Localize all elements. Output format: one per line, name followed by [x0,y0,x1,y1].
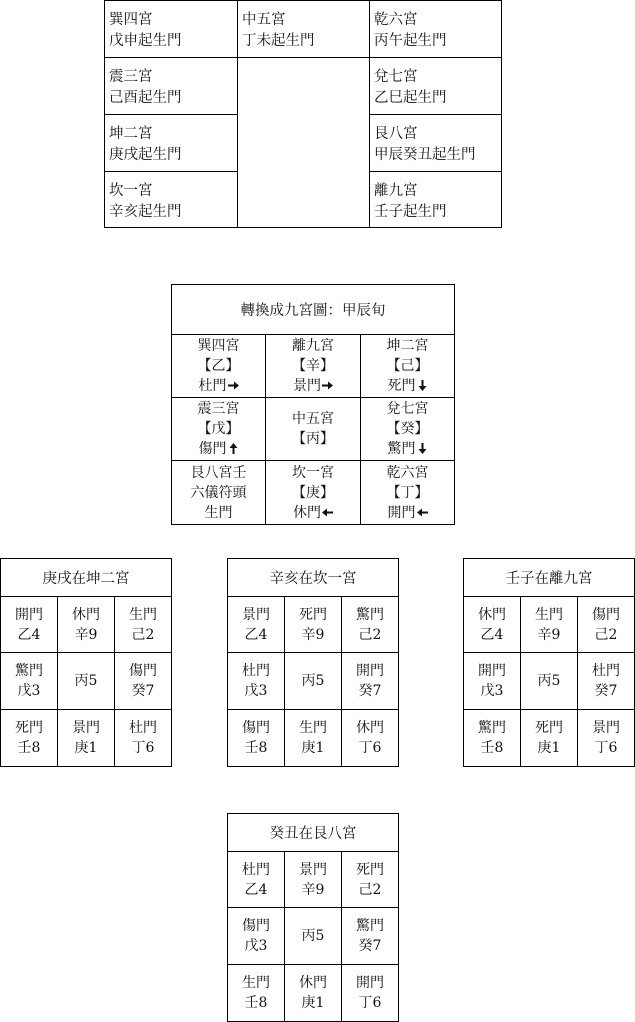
stem-label: 己2 [358,881,382,898]
door-line [388,439,428,459]
grid-title: 辛亥在坎一宮 [228,559,398,597]
grid-cell [285,597,342,653]
door-label: 開門 [356,662,384,679]
door-label: 生門 [242,974,270,991]
grid-cell [115,653,171,709]
stem-label: 【乙】 [197,358,240,374]
palace-name: 離九宮 [292,338,334,354]
door-label: 死門 [535,719,563,736]
door-label: 傷門 [242,917,270,934]
door-label: 休門 [299,974,327,991]
stem-label: 辛9 [74,626,98,643]
top-cell-zhong5 [238,1,370,58]
right-arrow-icon [228,380,239,391]
grid-cell [58,597,115,653]
stem-label: 庚1 [74,739,98,756]
top-cell-qian6 [369,1,501,58]
right-arrow-icon [322,380,333,391]
top-cell-dui7 [369,58,501,115]
conversion-cell [361,398,454,461]
stem-label: 辛9 [301,881,325,898]
door-label: 杜門 [592,662,620,679]
door-label: 驚門 [478,719,506,736]
door-label: 杜門 [242,861,270,878]
palace-text: 丁未起生門 [242,33,315,49]
palace-name: 震三宮 [109,69,153,85]
stem-label: 丙5 [537,672,561,689]
door-label: 休門 [478,606,506,623]
door-label: 生門 [535,606,563,623]
door-label: 傷門 [592,606,620,623]
stem-label: 【己】 [386,358,429,374]
door-label: 杜門 [242,662,270,679]
grid-cell [1,597,58,653]
top-cell-li9 [369,172,501,227]
palace-name: 巽四宮 [197,338,240,354]
grid-cell-center [285,908,342,964]
palace-name: 乾六宮 [386,464,429,481]
stem-label: 壬8 [480,739,504,756]
palace-name: 艮八宮壬 [190,464,247,481]
stem-label: 壬8 [17,739,41,756]
stem-label: 己2 [358,626,382,643]
stem-label: 丁6 [358,739,382,756]
door-label: 開門 [356,974,384,991]
grid-cell [342,653,398,709]
stem-label: 辛9 [301,626,325,643]
stem-label: 壬8 [244,739,268,756]
grid-cell [464,653,521,709]
palace-name: 坎一宮 [109,183,153,199]
door-label: 生門 [299,719,327,736]
palace-name: 兌七宮 [374,69,418,85]
stem-label: 辛9 [537,626,561,643]
door-label: 休門 [293,504,321,521]
grid-title: 庚戌在坤二宮 [1,559,171,597]
stem-label: 己2 [131,626,155,643]
door-label: 杜門 [198,378,227,394]
grid-title: 癸丑在艮八宮 [228,814,398,852]
door-label: 休門 [72,606,100,623]
door-label: 生門 [129,606,157,623]
up-arrow-icon [228,443,239,454]
grid-cell-center [521,653,578,709]
palace-name: 離九宮 [374,183,418,199]
stem-label: 丁6 [594,739,618,756]
stem-label: 【丙】 [292,431,334,447]
door-label: 景門 [242,606,270,623]
stem-label: 六儀符頭 [190,484,247,501]
grid-cell [228,597,285,653]
door-label: 驚門 [356,606,384,623]
palace-text: 丙午起生門 [374,33,447,49]
door-label: 開門 [478,662,506,679]
top-cell-gen8 [369,115,501,172]
stem-label: 乙4 [244,881,268,898]
down-arrow-icon [417,443,428,454]
grid-cell [464,597,521,653]
stem-label: 癸7 [594,682,618,699]
palace-name: 乾六宮 [374,12,418,28]
conversion-cell [172,335,266,398]
palace-name: 坎一宮 [292,464,334,481]
door-label: 傷門 [242,719,270,736]
grid-cell [521,710,578,766]
down-arrow-icon [417,380,428,391]
door-line [199,376,239,396]
door-label: 開門 [15,606,43,623]
palace-name: 中五宮 [292,411,334,427]
door-label: 景門 [592,719,620,736]
grid-cell [342,965,398,1021]
stem-label: 【辛】 [292,358,334,374]
stem-label: 戊3 [244,937,268,954]
top-cell-kun2 [105,115,238,172]
door-label: 傷門 [198,441,227,457]
door-label: 傷門 [129,662,157,679]
grid-cell [342,597,398,653]
grid-cell [285,852,342,908]
stem-label: 乙4 [17,626,41,643]
stem-label: 【丁】 [386,484,429,501]
palace-text: 乙巳起生門 [374,90,447,106]
conversion-cell-center [266,398,361,461]
door-label: 景門 [293,378,321,394]
grid-cell [228,908,285,964]
palace-name: 兌七宮 [386,401,429,417]
grid-cell [115,597,171,653]
palace-name: 巽四宮 [109,12,153,28]
door-label: 死門 [299,606,327,623]
door-line [293,503,333,523]
door-line [199,439,239,459]
stem-label: 乙4 [244,626,268,643]
grid-title: 壬子在離九宮 [464,559,634,597]
top-cell-kan1 [105,172,238,227]
top-cell-xun4 [105,1,238,58]
stem-label: 【庚】 [292,484,334,501]
conversion-grid [171,284,455,525]
grid-cell [464,710,521,766]
conversion-cell [361,461,454,524]
door-label: 開門 [387,504,416,521]
grid-cell [228,852,285,908]
grid-cell [578,710,634,766]
conversion-cell [266,461,361,524]
conversion-cell [266,335,361,398]
palace-name: 艮八宮 [374,126,418,142]
grid-cell [285,710,342,766]
palace-name: 中五宮 [242,12,286,28]
small-grid-xinhai [227,558,399,767]
grid-cell-center [58,653,115,709]
stem-label: 癸7 [358,682,382,699]
palace-text: 己酉起生門 [109,90,182,106]
door-label: 杜門 [129,719,157,736]
grid-cell [228,965,285,1021]
small-grid-guichou [227,813,399,1022]
door-label: 死門 [356,861,384,878]
grid-cell [1,653,58,709]
stem-label: 己2 [594,626,618,643]
stem-label: 癸7 [358,937,382,954]
stem-label: 丙5 [301,927,325,944]
stem-label: 丙5 [74,672,98,689]
top-palace-grid [104,0,502,228]
door-label: 死門 [387,378,416,394]
stem-label: 【癸】 [386,421,429,437]
palace-text: 辛亥起生門 [109,204,182,220]
stem-label: 戊3 [17,682,41,699]
grid-cell [342,852,398,908]
left-arrow-icon [417,507,428,518]
grid-cell [578,653,634,709]
grid-cell [521,597,578,653]
door-label: 景門 [299,861,327,878]
stem-label: 丁6 [131,739,155,756]
top-cell-zhen3 [105,58,238,115]
grid-cell [58,710,115,766]
palace-name: 坤二宮 [386,338,429,354]
palace-text: 庚戌起生門 [109,147,182,163]
stem-label: 丙5 [301,672,325,689]
stem-label: 壬8 [244,994,268,1011]
door-line [293,376,333,396]
left-arrow-icon [322,507,333,518]
palace-name: 震三宮 [197,401,240,417]
door-label: 驚門 [387,441,416,457]
stem-label: 庚1 [301,994,325,1011]
door-label: 驚門 [356,917,384,934]
stem-label: 癸7 [131,682,155,699]
stem-label: 戊3 [244,682,268,699]
grid-cell [285,965,342,1021]
grid-cell [228,710,285,766]
small-grid-renzi [463,558,635,767]
palace-text: 戊申起生門 [109,33,182,49]
stem-label: 庚1 [301,739,325,756]
stem-label: 戊3 [480,682,504,699]
small-grid-gengxu [0,558,172,767]
stem-label: 乙4 [480,626,504,643]
grid-cell [228,653,285,709]
palace-text: 壬子起生門 [374,204,447,220]
palace-text: 甲辰癸丑起生門 [374,147,476,163]
door-label: 休門 [356,719,384,736]
grid-cell [1,710,58,766]
door-label: 生門 [204,504,233,521]
grid-cell [115,710,171,766]
grid-cell [342,710,398,766]
palace-name: 坤二宮 [109,126,153,142]
conversion-title: 轉換成九宮圖：甲辰旬 [172,285,454,335]
stem-label: 【戊】 [197,421,240,437]
door-line [388,503,428,523]
grid-cell [342,908,398,964]
conversion-cell [361,335,454,398]
grid-cell [578,597,634,653]
conversion-cell [172,461,266,524]
door-label: 景門 [72,719,100,736]
conversion-cell [172,398,266,461]
stem-label: 庚1 [537,739,561,756]
grid-cell-center [285,653,342,709]
stem-label: 丁6 [358,994,382,1011]
door-label: 死門 [15,719,43,736]
door-label: 驚門 [15,662,43,679]
door-line [388,376,428,396]
